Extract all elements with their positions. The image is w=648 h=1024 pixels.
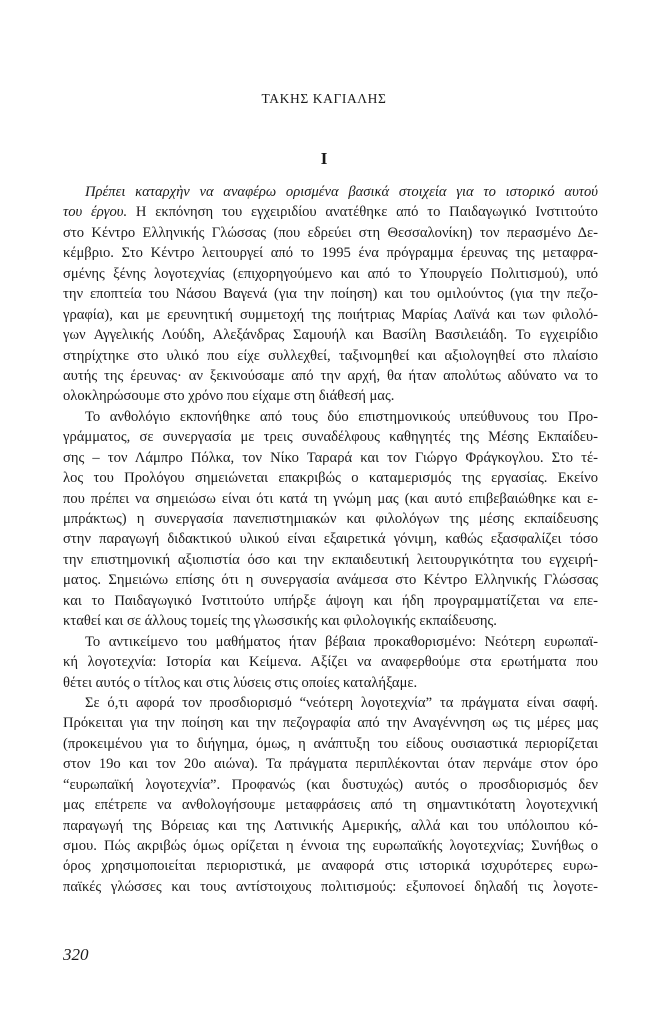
text-run: και το Παιδαγωγικό Ινστιτούτο υπήρξε άψογη και ήδη προγραμματίζεται να επε- bbox=[63, 592, 598, 609]
italic-text: του έργου. bbox=[63, 204, 128, 221]
text-line bbox=[63, 407, 598, 427]
text-line bbox=[63, 877, 598, 897]
text-line bbox=[63, 856, 598, 876]
text-line bbox=[63, 734, 598, 754]
text-run: μπράκτως) η συνεργασία πανεπιστημιακών και φιλολόγων της μέσης εκπαίδευσης bbox=[63, 511, 598, 527]
text-line bbox=[63, 448, 598, 468]
text-run: λος του Προλόγου σημειώνεται επακριβώς ο καταμερισμός της εργασίας. Εκείνο bbox=[63, 470, 598, 487]
text-run: θέτει αυτός ο τίτλος και στις λύσεις στις οποίες καταλήξαμε. bbox=[63, 674, 418, 691]
text-line bbox=[63, 223, 598, 243]
text-line bbox=[63, 284, 598, 304]
text-run: αυτής της έρευνας· αν ξεκινούσαμε από την αρχή, θα ήταν απολύτως αδύνατο να το bbox=[63, 367, 598, 384]
text-run: παραγωγή της Βόρειας και της Λατινικής Αμερικής, αλλά και του υπόλοιπου κό- bbox=[63, 817, 598, 834]
text-run: κταθεί και σε άλλους τομείς της γλωσσικής και φιλολογικής εκπαίδευσης. bbox=[63, 613, 497, 630]
text-run: σης – τον Λάμπρο Πόλκα, τον Νίκο Ταραρά και τον Γιώργο Φράγκογλου. Στο τέ- bbox=[63, 449, 598, 466]
text-line bbox=[63, 713, 598, 733]
text-line bbox=[63, 693, 598, 713]
text-line bbox=[63, 202, 598, 222]
text-run: που πρέπει να σημειώσω είναι ότι κατά τη γνώμη μας (και αυτό επιβεβαιώθηκε και ε- bbox=[63, 490, 598, 507]
text-run: στον 19ο και τον 20ο αιώνα). Τα πράγματα περιπλέκονται όταν περνάμε στον όρο bbox=[63, 756, 598, 773]
text-run: ολοκληρώσουμε στο χρόνο που είχαμε στη διάθεσή μας. bbox=[63, 388, 395, 405]
text-run: Το ανθολόγιο εκπονήθηκε από τους δύο επιστημονικούς υπεύθυνους του Προ- bbox=[85, 408, 598, 425]
text-run: στην παραγωγή διδακτικού υλικού είναι εξαιρετικά γόνιμη, καθώς εξασφαλίζει τόσο bbox=[63, 531, 598, 548]
text-run: στο Κέντρο Ελληνικής Γλώσσας (που εδρεύει στη Θεσσαλονίκη) τον περασμένο Δε- bbox=[63, 224, 598, 241]
text-line bbox=[63, 509, 598, 529]
text-run: Η εκπόνηση του εγχειριδίου ανατέθηκε από το Παιδαγωγικό Ινστιτούτο bbox=[127, 204, 598, 221]
text-run: Το αντικείμενο του μαθήματος ήταν βέβαια προκαθορισμένο: Νεότερη ευρωπαϊ- bbox=[85, 633, 598, 650]
text-line bbox=[63, 673, 598, 693]
text-line bbox=[63, 611, 598, 631]
text-run: την εποπτεία του Νάσου Βαγενά (για την ποίηση) και του ομιλούντος (για την πεζο- bbox=[63, 286, 598, 303]
text-line bbox=[63, 775, 598, 795]
text-line bbox=[63, 570, 598, 590]
text-run: στηρίχτηκε στο υλικό που είχε συλλεχθεί, ταξινομηθεί και αξιολογηθεί στο πλαίσιο bbox=[63, 347, 598, 364]
text-run: παϊκές γλώσσες και τους αντίστοιχους πολιτισμούς: εξυπονοεί δηλαδή τις λογοτε- bbox=[63, 878, 598, 895]
text-line bbox=[63, 325, 598, 345]
text-line bbox=[63, 243, 598, 263]
text-run: σμου. Πώς ακριβώς όμως ορίζεται η έννοια της ευρωπαϊκής λογοτεχνίας; Συνήθως ο bbox=[63, 838, 598, 854]
text-line bbox=[63, 427, 598, 447]
text-line bbox=[63, 529, 598, 549]
text-line bbox=[63, 264, 598, 284]
text-line bbox=[63, 652, 598, 672]
text-run: (προκειμένου για το διήγημα, όμως, η ανάπτυξη του είδους ουσιαστικά περιορίζεται bbox=[63, 735, 598, 752]
body-text bbox=[63, 182, 598, 897]
text-line bbox=[63, 386, 598, 406]
text-line bbox=[63, 550, 598, 570]
text-line bbox=[63, 366, 598, 386]
text-line bbox=[63, 468, 598, 488]
text-line bbox=[63, 836, 598, 856]
paragraph bbox=[63, 632, 598, 693]
text-run: γραφία), και με ερευνητική συμμετοχή της ποιήτριας Μαρίας Λαϊνά και των φιλολό- bbox=[63, 306, 598, 323]
paragraph bbox=[63, 182, 598, 407]
text-line bbox=[63, 591, 598, 611]
text-line bbox=[63, 182, 598, 202]
italic-text: Πρέπει καταρχὴν να αναφέρω ορισμένα βασικά στοιχεία για το ιστορικό αυτού bbox=[85, 184, 598, 200]
text-line bbox=[63, 489, 598, 509]
text-run: γων Αγγελικής Λούδη, Αλεξάνδρας Σαμουήλ και Βασίλη Βασιλειάδη. Το εγχειρίδιο bbox=[63, 327, 598, 344]
running-head: ΤΑΚΗΣ ΚΑΓΙΑΛΗΣ bbox=[261, 91, 387, 106]
text-run: ματος. Σημειώνω επίσης ότι η συνεργασία ανάμεσα στο Κέντρο Ελληνικής Γλώσσας bbox=[63, 572, 598, 589]
paragraph bbox=[63, 693, 598, 897]
paragraph bbox=[63, 407, 598, 632]
text-run: κή λογοτεχνία: Ιστορία και Κείμενα. Αξίζει να αναφερθούμε στα ερωτήματα που bbox=[63, 654, 598, 671]
text-run: σμένης ξένης λογοτεχνίας (επιχορηγούμενο και από το Υπουργείο Πολιτισμού), υπό bbox=[63, 265, 598, 282]
text-run: γράμματος, σε συνεργασία με τρεις συναδέλφους καθηγητές της Μέσης Εκπαίδευ- bbox=[63, 429, 598, 446]
text-line bbox=[63, 754, 598, 774]
text-line bbox=[63, 632, 598, 652]
text-line bbox=[63, 346, 598, 366]
text-line bbox=[63, 305, 598, 325]
text-run: Πρόκειται για την ποίηση και την πεζογραφία από την Αναγέννηση ως τις μέρες μας bbox=[63, 715, 598, 732]
text-run: μας επέτρεπε να ανθολογήσουμε μεταφράσεις από τη σημαντικότατη λογοτεχνική bbox=[63, 797, 598, 814]
text-run: “ευρωπαϊκή λογοτεχνία”. Προφανώς (και δυστυχώς) αυτός ο προσδιορισμός δεν bbox=[63, 776, 598, 793]
text-run: κέμβριο. Στο Κέντρο λειτουργεί από το 1995 ένα πρόγραμμα έρευνας της μεταφρα- bbox=[63, 245, 598, 262]
text-line bbox=[63, 795, 598, 815]
text-run: Σε ό,τι αφορά τον προσδιορισμό “νεότερη λογοτεχνία” τα πράγματα είναι σαφή. bbox=[85, 694, 598, 711]
page-number: 320 bbox=[63, 945, 89, 964]
section-numeral: Ι bbox=[320, 149, 328, 168]
text-run: όρος χρησιμοποιείται περιοριστικά, με αναφορά στις ιστορικά ισχυρότερες ευρω- bbox=[63, 858, 598, 875]
text-run: την επιστημονική αξιοπιστία όσο και την εκπαιδευτική λειτουργικότητα του εγχειρή- bbox=[63, 551, 598, 568]
text-line bbox=[63, 816, 598, 836]
